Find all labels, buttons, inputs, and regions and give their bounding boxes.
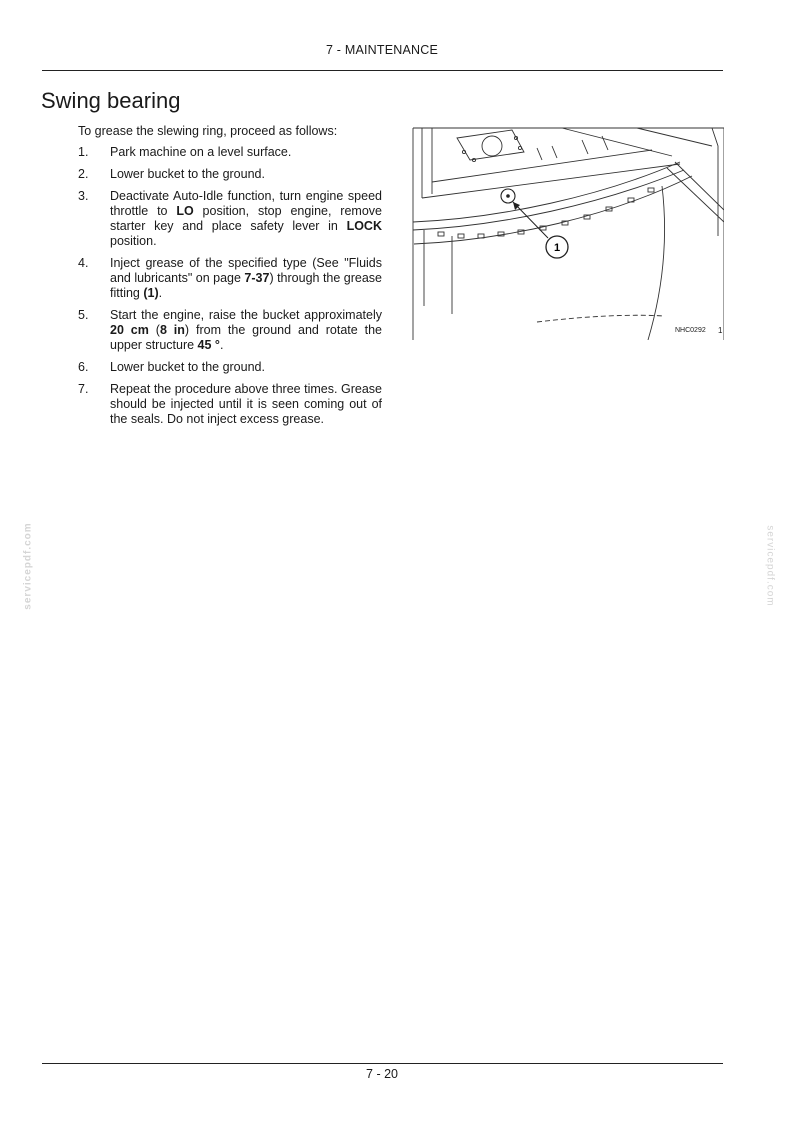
step-text (110, 167, 382, 182)
step-emphasis: LOCK (346, 219, 382, 233)
step-text-run: Start the engine, raise the bucket approximately (110, 308, 382, 322)
footer-rule (42, 1063, 723, 1064)
step-emphasis: 7-37 (244, 271, 270, 285)
step-text-run: ) through the grease fitting (110, 271, 383, 300)
step-emphasis: 8 in (159, 323, 185, 337)
step-number: 1. (78, 145, 89, 159)
step-text-run: . (219, 338, 224, 352)
page-title: Swing bearing (41, 88, 181, 113)
intro-text: To grease the slewing ring, proceed as follows: (78, 124, 338, 138)
swing-bearing-illustration (412, 126, 724, 340)
step-number: 5. (78, 308, 89, 322)
bolt-icon (648, 188, 654, 192)
step-text-run: Inject grease of the specified type (See "Fluids and lubricants" on page (110, 256, 382, 285)
step-number: 7. (78, 382, 89, 396)
step-item (78, 145, 382, 160)
step-text-run: position. (110, 234, 157, 248)
instructions (78, 124, 382, 434)
step-text-run: Park machine on a level surface. (110, 145, 292, 159)
bolt-icon (438, 232, 444, 236)
callout-label: 1 (553, 242, 561, 254)
step-text-run: Lower bucket to the ground. (110, 360, 265, 374)
step-item (78, 256, 382, 301)
step-text (110, 308, 382, 353)
step-emphasis: LO (176, 204, 194, 218)
step-emphasis: 20 cm (110, 323, 149, 337)
section-header: 7 - MAINTENANCE (325, 43, 439, 57)
figure-code: NHC0292 (675, 327, 706, 334)
step-number: 6. (78, 360, 89, 374)
watermark-right: servicepdf.com (764, 525, 776, 607)
header-rule (42, 70, 723, 71)
step-text-run: Repeat the procedure above three times. Grease should be injected until it is seen coming out of the seals. Do not inject excess grease. (110, 382, 382, 426)
step-number: 2. (78, 167, 89, 181)
bolt-icon (458, 234, 464, 238)
step-item (78, 360, 382, 375)
step-item (78, 167, 382, 182)
step-text-run: Lower bucket to the ground. (110, 167, 265, 181)
figure-number: 1 (718, 326, 723, 335)
step-text-run: Deactivate Auto-Idle function, turn engine speed throttle to (110, 189, 382, 218)
step-text-run: ( (148, 323, 160, 337)
step-item (78, 189, 382, 249)
step-text (110, 145, 382, 160)
page-number: 7 - 20 (366, 1067, 398, 1081)
step-text (110, 360, 382, 375)
step-text (110, 256, 382, 301)
step-item (78, 382, 382, 427)
step-number: 3. (78, 189, 89, 203)
step-number: 4. (78, 256, 89, 270)
step-text (110, 189, 382, 249)
step-list (78, 145, 382, 427)
step-emphasis: (1) (143, 286, 159, 300)
step-emphasis: 45 ° (197, 338, 220, 352)
step-text (110, 382, 382, 427)
watermark-left: servicepdf.com (22, 522, 34, 610)
step-item (78, 308, 382, 353)
step-text-run: position, stop engine, remove starter key and place safety lever in (110, 204, 382, 233)
grease-nipple-icon (506, 194, 510, 198)
step-text-run: . (158, 286, 163, 300)
step-text-run: ) from the ground and rotate the upper structure (110, 323, 382, 352)
